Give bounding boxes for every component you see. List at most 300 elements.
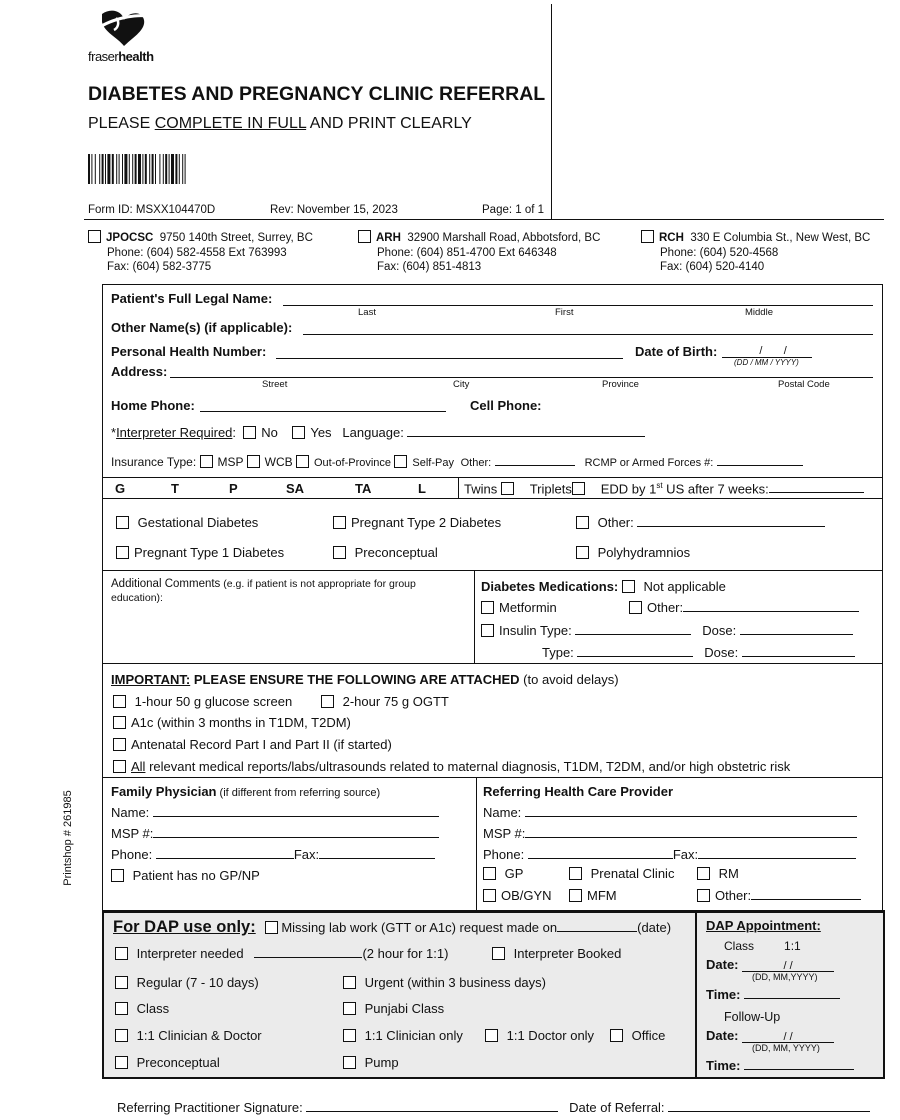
dap-heading-row	[113, 918, 671, 937]
ogtt-label: 2-hour 75 g OGTT	[342, 694, 449, 709]
clinic-rch	[641, 230, 891, 275]
insurance-other-field[interactable]	[495, 454, 575, 466]
clin-only-option	[343, 1028, 463, 1043]
logo-text-health: health	[118, 49, 154, 64]
interpreter-asterisk: *	[111, 425, 117, 440]
ref-name-label: Name:	[483, 805, 522, 820]
barcode-bar	[185, 154, 186, 184]
pump-option	[343, 1055, 399, 1070]
barcode-bar	[155, 154, 156, 184]
form-title: DIABETES AND PREGNANCY CLINIC REFERRAL	[88, 83, 546, 105]
selfpay-label: Self-Pay	[412, 457, 454, 469]
address-field[interactable]	[170, 377, 873, 378]
appt-time-row	[706, 987, 840, 1002]
glucose-screen-label: 1-hour 50 g glucose screen	[134, 694, 293, 709]
home-phone-field[interactable]	[200, 411, 446, 412]
antenatal-option	[113, 737, 392, 752]
meds-other-field[interactable]	[683, 600, 859, 612]
clinic-code: ARH	[376, 232, 401, 244]
fp-msp-row	[111, 826, 439, 841]
dose-label-2: Dose:	[704, 645, 739, 660]
subtitle-pre: PLEASE	[88, 115, 155, 132]
barcode-bar	[145, 154, 147, 184]
twins-checkbox[interactable]	[501, 482, 514, 495]
interpreter-colon: :	[232, 425, 237, 440]
interp-needed-field[interactable]	[254, 946, 362, 958]
logo-mark-icon	[88, 8, 158, 48]
pump-label: Pump	[364, 1055, 399, 1070]
gtpal-ta: TA	[355, 481, 372, 496]
ref-obgyn-option	[483, 888, 552, 903]
edd-field[interactable]	[769, 481, 864, 493]
ref-name-field[interactable]	[525, 805, 857, 817]
dose-label: Dose:	[702, 623, 737, 638]
urgent-option	[343, 975, 546, 990]
regular-checkbox[interactable]	[115, 976, 128, 989]
fp-msp-label: MSP #:	[111, 826, 154, 841]
barcode-bar	[152, 154, 154, 184]
meds-other-label: Other:	[647, 600, 684, 615]
fp-name-row	[111, 805, 439, 820]
address-street-caption: Street	[262, 379, 288, 390]
insulin-type-field[interactable]	[575, 623, 691, 635]
ref-phone-field[interactable]	[528, 847, 673, 859]
selfpay-checkbox[interactable]	[394, 455, 407, 468]
punjabi-checkbox[interactable]	[343, 1002, 356, 1015]
followup-time-row	[706, 1058, 854, 1073]
insulin-checkbox[interactable]	[481, 624, 494, 637]
barcode-bar	[129, 154, 130, 184]
antenatal-label: Antenatal Record Part I and Part II (if started)	[131, 737, 392, 752]
diagnosis-other-field[interactable]	[637, 515, 825, 527]
ref-prenatal-checkbox[interactable]	[569, 867, 582, 880]
barcode-bar	[169, 154, 170, 184]
a1c-checkbox[interactable]	[113, 716, 126, 729]
dose-field[interactable]	[740, 623, 853, 635]
glucose-screen-option	[113, 694, 292, 709]
class-option	[115, 1001, 169, 1016]
office-checkbox[interactable]	[610, 1029, 623, 1042]
regular-label: Regular (7 - 10 days)	[136, 975, 259, 990]
printshop-number: Printshop # 261985	[62, 790, 74, 886]
ref-gp-checkbox[interactable]	[483, 867, 496, 880]
type-label: Type:	[542, 645, 574, 660]
dap-preconceptual-label: Preconceptual	[136, 1055, 220, 1070]
language-field[interactable]	[407, 425, 645, 437]
appt-type-row	[724, 939, 801, 953]
fp-phone-row	[111, 847, 435, 862]
interpreter-label: Interpreter Required	[116, 425, 233, 440]
no-gp-label: Patient has no GP/NP	[132, 868, 260, 883]
important-heading-text: PLEASE ENSURE THE FOLLOWING ARE ATTACHED	[190, 672, 520, 687]
name-middle-caption: Middle	[745, 307, 773, 318]
other-names-field[interactable]	[303, 334, 873, 335]
insulin-row	[481, 623, 853, 638]
ref-gp-label: GP	[504, 866, 524, 881]
meds-other-checkbox[interactable]	[629, 601, 642, 614]
ref-phone-label: Phone:	[483, 847, 525, 862]
a1c-label: A1c (within 3 months in T1DM, T2DM)	[131, 715, 351, 730]
ref-prenatal-label: Prenatal Clinic	[590, 866, 675, 881]
insulin-row-2	[542, 645, 855, 660]
gtpal-divider	[458, 477, 459, 498]
dose-field-2[interactable]	[742, 645, 855, 657]
ref-mfm-checkbox[interactable]	[569, 889, 582, 902]
polyhydramnios-option	[576, 545, 690, 560]
barcode	[88, 154, 230, 184]
dob-field[interactable]: / /	[722, 342, 812, 358]
gestational-checkbox[interactable]	[116, 516, 129, 529]
clinic-phone: Phone: (604) 520-4568	[660, 246, 779, 259]
followup-time-label: Time:	[706, 1058, 741, 1073]
meds-na-label: Not applicable	[643, 579, 726, 594]
interp-needed-checkbox[interactable]	[115, 947, 128, 960]
meds-na-checkbox[interactable]	[622, 580, 635, 593]
ref-obgyn-checkbox[interactable]	[483, 889, 496, 902]
ref-other-label: Other:	[715, 888, 752, 903]
interpreter-yes-label: Yes	[310, 425, 332, 440]
reports-label: relevant medical reports/labs/ultrasounds related to maternal diagnosis, T1DM, T2DM, and/or high obstetric risk	[145, 759, 791, 774]
name-first-caption: First	[555, 307, 574, 318]
reports-option	[113, 759, 790, 774]
patient-name-label: Patient's Full Legal Name:	[111, 291, 273, 306]
interp-booked-label: Interpreter Booked	[513, 946, 622, 961]
insurance-label: Insurance Type:	[111, 455, 197, 469]
metformin-checkbox[interactable]	[481, 601, 494, 614]
gtpal-l: L	[418, 481, 426, 496]
ogtt-option	[321, 694, 449, 709]
polyhydramnios-checkbox[interactable]	[576, 546, 589, 559]
barcode-bar	[112, 154, 114, 184]
ref-obgyn-label: OB/GYN	[501, 888, 552, 903]
clinic-fax: Fax: (604) 851-4813	[377, 261, 482, 273]
interpreter-no-label: No	[261, 425, 278, 440]
dap-preconceptual-checkbox[interactable]	[115, 1056, 128, 1069]
oop-checkbox[interactable]	[296, 455, 309, 468]
barcode-bar	[182, 154, 183, 184]
ref-msp-field[interactable]	[525, 826, 857, 838]
barcode-bar	[105, 154, 106, 184]
barcode-bar	[102, 154, 104, 184]
ref-mfm-label: MFM	[587, 888, 617, 903]
home-phone-label: Home Phone:	[111, 398, 195, 413]
ref-msp-row	[483, 826, 857, 841]
clinic-arh-checkbox[interactable]	[358, 230, 371, 243]
type2-label: Pregnant Type 2 Diabetes	[351, 515, 502, 530]
interpreter-yes-checkbox[interactable]	[292, 426, 305, 439]
interp-booked-checkbox[interactable]	[492, 947, 505, 960]
followup-date-row	[706, 1028, 834, 1043]
ref-other-checkbox[interactable]	[697, 889, 710, 902]
fp-msp-field[interactable]	[153, 826, 439, 838]
subtitle-underlined: COMPLETE IN FULL	[154, 115, 307, 132]
doc-only-label: 1:1 Doctor only	[506, 1028, 595, 1043]
barcode-bar	[91, 154, 92, 184]
meds-other-option	[629, 600, 859, 615]
form-rev: Rev: November 15, 2023	[270, 204, 398, 216]
urgent-checkbox[interactable]	[343, 976, 356, 989]
important-label: IMPORTANT:	[111, 672, 191, 687]
rcmp-label: RCMP or Armed Forces #:	[584, 457, 714, 469]
clinic-rch-checkbox[interactable]	[641, 230, 654, 243]
doc-only-option	[485, 1028, 594, 1043]
comments-top-rule	[102, 570, 883, 571]
ref-rm-checkbox[interactable]	[697, 867, 710, 880]
twins-label: Twins	[464, 481, 498, 497]
clinic-address: 330 E Columbia St., New West, BC	[690, 232, 871, 244]
family-physician-heading	[111, 784, 380, 799]
two-hour-label: (2 hour for 1:1)	[362, 946, 449, 961]
ref-gp-option	[483, 866, 523, 881]
patient-name-field[interactable]	[283, 305, 873, 306]
diagnosis-row-1	[116, 515, 258, 530]
address-province-caption: Province	[602, 379, 639, 390]
msp-label: MSP	[217, 455, 244, 469]
punjabi-label: Punjabi Class	[364, 1001, 445, 1016]
clin-doc-option	[115, 1028, 262, 1043]
no-gp-checkbox[interactable]	[111, 869, 124, 882]
clinic-code: JPOCSC	[106, 232, 154, 244]
cell-phone-label: Cell Phone:	[470, 398, 542, 413]
missing-lab-label: Missing lab work (GTT or A1c) request made on	[281, 920, 558, 935]
edd-label-sup: st	[656, 481, 663, 490]
glucose-screen-checkbox[interactable]	[113, 695, 126, 708]
dob-label: Date of Birth:	[635, 344, 718, 359]
clin-only-checkbox[interactable]	[343, 1029, 356, 1042]
clinic-code: RCH	[659, 232, 684, 244]
address-label: Address:	[111, 364, 168, 379]
barcode-bar	[99, 154, 100, 184]
fp-name-label: Name:	[111, 805, 150, 820]
gestational-label: Gestational Diabetes	[137, 515, 259, 530]
gtpal-bottom-rule	[102, 498, 883, 499]
barcode-bar	[95, 154, 96, 184]
ref-name-row	[483, 805, 857, 820]
clinic-jpocsc	[88, 230, 348, 275]
followup-time-field[interactable]	[744, 1058, 854, 1070]
subtitle-post: AND PRINT CLEARLY	[306, 115, 472, 132]
barcode-bar	[88, 154, 90, 184]
fp-fax-field[interactable]	[319, 847, 435, 859]
interp-needed-label: Interpreter needed	[136, 946, 244, 961]
interpreter-row	[111, 425, 645, 440]
office-option	[610, 1028, 665, 1043]
reports-all: All	[131, 759, 146, 774]
type1-label: Pregnant Type 1 Diabetes	[134, 545, 285, 560]
diagnosis-other-checkbox[interactable]	[576, 516, 589, 529]
class-label: Class	[136, 1001, 170, 1016]
preconceptual-option	[333, 545, 438, 560]
form-subtitle	[88, 115, 472, 133]
gtpal-t: T	[171, 481, 179, 496]
ref-mfm-option	[569, 888, 617, 903]
barcode-bar	[163, 154, 164, 184]
clinic-address: 32900 Marshall Road, Abbotsford, BC	[407, 232, 601, 244]
appt-time-field[interactable]	[744, 987, 840, 999]
clin-doc-checkbox[interactable]	[115, 1029, 128, 1042]
followup-date-format: (DD, MM, YYYY)	[752, 1043, 820, 1053]
doc-only-checkbox[interactable]	[485, 1029, 498, 1042]
type2-checkbox[interactable]	[333, 516, 346, 529]
reports-checkbox[interactable]	[113, 760, 126, 773]
barcode-bar	[107, 154, 110, 184]
barcode-bar	[116, 154, 117, 184]
edd-label-post: US after 7 weeks:	[662, 481, 769, 497]
physicians-divider	[476, 777, 477, 911]
appt-one-one-label: 1:1	[784, 939, 801, 953]
fp-phone-label: Phone:	[111, 847, 153, 862]
barcode-bar	[159, 154, 160, 184]
ref-rm-option	[697, 866, 739, 881]
interp-needed-row	[115, 946, 448, 961]
barcode-bar	[135, 154, 137, 184]
pump-checkbox[interactable]	[343, 1056, 356, 1069]
wcb-checkbox[interactable]	[247, 455, 260, 468]
insurance-other-label: Other:	[460, 457, 492, 469]
fp-phone-field[interactable]	[156, 847, 294, 859]
missing-lab-date-label: (date)	[637, 920, 672, 935]
header-rule	[84, 219, 884, 220]
followup-date-label: Date:	[706, 1028, 739, 1043]
barcode-bar	[142, 154, 143, 184]
family-physician-hint: (if different from referring source)	[216, 787, 381, 799]
type1-option	[116, 545, 284, 560]
barcode-bar	[138, 154, 141, 184]
important-top-rule	[102, 663, 883, 664]
dap-appointment-label: DAP Appointment:	[706, 918, 821, 933]
signature-row	[117, 1100, 870, 1115]
ref-fax-label: Fax:	[672, 847, 699, 862]
clin-only-label: 1:1 Clinician only	[364, 1028, 463, 1043]
ref-fax-field[interactable]	[698, 847, 856, 859]
clinic-jpocsc-checkbox[interactable]	[88, 230, 101, 243]
a1c-option	[113, 715, 351, 730]
appt-date-field[interactable]: / /	[742, 960, 834, 972]
gtpal-g: G	[115, 481, 126, 496]
clin-doc-label: 1:1 Clinician & Doctor	[136, 1028, 262, 1043]
ref-other-option	[697, 888, 861, 903]
antenatal-checkbox[interactable]	[113, 738, 126, 751]
punjabi-option	[343, 1001, 444, 1016]
type-field[interactable]	[577, 645, 693, 657]
polyhydramnios-label: Polyhydramnios	[597, 545, 691, 560]
date-referral-label: Date of Referral:	[569, 1100, 665, 1115]
barcode-bar	[175, 154, 177, 184]
ref-phone-row	[483, 847, 856, 862]
ref-msp-label: MSP #:	[483, 826, 526, 841]
barcode-bar	[149, 154, 150, 184]
comments-hint: (e.g. if patient is not appropriate for group education):	[111, 578, 416, 604]
gtpal-sa: SA	[286, 481, 305, 496]
dap-label: For DAP use only:	[113, 918, 256, 936]
clinic-arh	[358, 230, 628, 275]
address-postal-caption: Postal Code	[778, 379, 830, 390]
dob-format: (DD / MM / YYYY)	[734, 358, 799, 367]
comments-area[interactable]	[111, 577, 461, 605]
metformin-label: Metformin	[499, 600, 557, 615]
name-last-caption: Last	[358, 307, 376, 318]
physicians-top-rule	[102, 777, 883, 778]
insurance-row	[111, 454, 803, 469]
referring-label: Referring Health Care Provider	[483, 784, 674, 799]
phn-label: Personal Health Number:	[111, 344, 267, 359]
clinic-address: 9750 140th Street, Surrey, BC	[159, 232, 313, 244]
ref-other-field[interactable]	[751, 888, 861, 900]
barcode-bar	[119, 154, 120, 184]
date-referral-field[interactable]	[668, 1100, 870, 1112]
signature-field[interactable]	[306, 1100, 558, 1112]
regular-option	[115, 975, 259, 990]
family-physician-label: Family Physician	[111, 784, 217, 799]
phn-field[interactable]	[276, 358, 623, 359]
ref-rm-label: RM	[718, 866, 739, 881]
medications-label: Diabetes Medications:	[481, 579, 619, 594]
type1-checkbox[interactable]	[116, 546, 129, 559]
triplets-checkbox[interactable]	[572, 482, 585, 495]
gtpal-p: P	[229, 481, 238, 496]
class-checkbox[interactable]	[115, 1002, 128, 1015]
appt-date-row	[706, 957, 834, 972]
clinic-fax: Fax: (604) 582-3775	[107, 261, 212, 273]
preconceptual-checkbox[interactable]	[333, 546, 346, 559]
fp-fax-label: Fax:	[293, 847, 320, 862]
appt-time-label: Time:	[706, 987, 741, 1002]
triplets-label: Triplets	[529, 481, 572, 497]
preconceptual-label: Preconceptual	[354, 545, 438, 560]
barcode-icon	[88, 154, 230, 184]
meds-header	[481, 579, 726, 594]
appt-class-label: Class	[724, 939, 755, 953]
appt-date-format: (DD, MM,YYYY)	[752, 972, 818, 982]
fraserhealth-logo	[88, 8, 168, 64]
form-id: Form ID: MSXX104470D	[88, 204, 216, 216]
followup-label: Follow-Up	[724, 1010, 781, 1024]
office-label: Office	[631, 1028, 666, 1043]
diagnosis-other-label: Other:	[597, 515, 634, 530]
multiples-row	[464, 481, 864, 496]
ogtt-checkbox[interactable]	[321, 695, 334, 708]
barcode-bar	[179, 154, 180, 184]
interpreter-no-checkbox[interactable]	[243, 426, 256, 439]
clinic-fax: Fax: (604) 520-4140	[660, 261, 765, 273]
signature-label: Referring Practitioner Signature:	[117, 1100, 303, 1115]
barcode-bar	[165, 154, 167, 184]
clinic-phone: Phone: (604) 851-4700 Ext 646348	[377, 246, 557, 259]
comments-divider	[474, 570, 475, 663]
metformin-option	[481, 600, 557, 615]
diagnosis-other-option	[576, 515, 825, 530]
fp-name-field[interactable]	[153, 805, 439, 817]
oop-label: Out-of-Province	[314, 457, 392, 469]
insulin-type-label: Insulin Type:	[499, 623, 572, 638]
missing-lab-checkbox[interactable]	[265, 921, 278, 934]
edd-label-pre: EDD by 1	[600, 481, 657, 497]
barcode-bar	[171, 154, 174, 184]
address-city-caption: City	[453, 379, 470, 390]
missing-lab-date-field[interactable]	[557, 920, 637, 932]
appt-date-label: Date:	[706, 957, 739, 972]
msp-checkbox[interactable]	[200, 455, 213, 468]
language-label: Language:	[342, 425, 404, 440]
important-heading	[111, 672, 619, 687]
gtpal-top-rule	[102, 477, 883, 478]
wcb-label: WCB	[264, 455, 293, 469]
other-names-label: Other Name(s) (if applicable):	[111, 320, 293, 335]
no-gp-option	[111, 868, 260, 883]
rcmp-field[interactable]	[717, 454, 803, 466]
followup-date-field[interactable]: / /	[742, 1031, 834, 1043]
ref-prenatal-option	[569, 866, 674, 881]
